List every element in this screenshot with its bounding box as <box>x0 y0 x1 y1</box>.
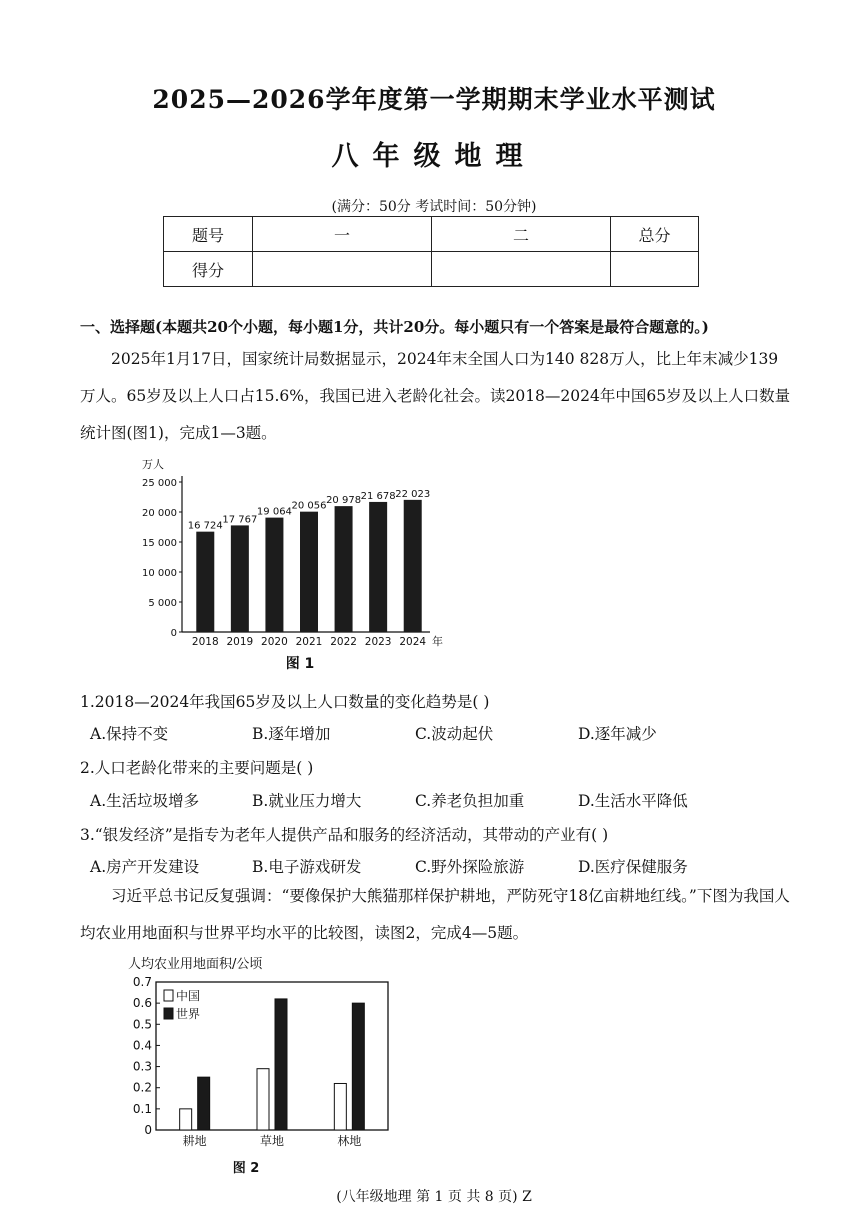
y-tick-label: 0.2 <box>132 1080 152 1095</box>
exam-meta: (满分：50分 考试时间：50分钟) <box>331 199 537 215</box>
bar <box>196 532 214 632</box>
x-tick-label: 草地 <box>259 1134 285 1148</box>
option-b[interactable]: B.电子游戏研发 <box>252 858 362 876</box>
legend-swatch <box>164 1008 173 1019</box>
legend-label: 世界 <box>176 1007 201 1021</box>
bar-china <box>180 1109 192 1130</box>
option-a[interactable]: A.生活垃圾增多 <box>90 792 200 810</box>
legend-label: 中国 <box>176 989 201 1003</box>
x-tick-label: 2022 <box>330 636 357 648</box>
x-tick-label: 2018 <box>191 636 219 648</box>
score-table-score-row <box>164 252 699 287</box>
bar <box>369 502 387 632</box>
score-cell: 一 <box>253 217 432 252</box>
section-heading: 一、选择题(本题共20个小题，每小题1分，共计20分。每小题只有一个答案是最符合题意的。) <box>80 318 709 336</box>
data-label: 19 064 <box>256 506 292 518</box>
y-tick-label: 0 <box>144 1123 152 1137</box>
x-tick-label: 2023 <box>364 636 392 648</box>
score-input-cell[interactable] <box>432 252 611 287</box>
figure-1-chart <box>130 452 460 674</box>
x-axis-label: 年 <box>432 635 443 648</box>
y-tick-label: 25 000 <box>142 478 177 489</box>
data-label: 22 023 <box>395 488 431 500</box>
option-c[interactable]: C.养老负担加重 <box>415 792 525 810</box>
bar <box>231 525 249 632</box>
option-d[interactable]: D.生活水平降低 <box>578 792 688 810</box>
bar-world <box>352 1003 364 1130</box>
option-a[interactable]: A.房产开发建设 <box>90 858 200 876</box>
score-cell: 得分 <box>164 252 253 287</box>
bar-world <box>198 1077 210 1130</box>
x-tick-label: 林地 <box>337 1134 362 1148</box>
y-tick-label: 0.3 <box>132 1059 152 1074</box>
data-label: 20 056 <box>291 500 327 512</box>
figure-caption: 图 1 <box>285 656 315 672</box>
data-label: 17 767 <box>222 514 258 526</box>
x-tick-label: 2024 <box>399 636 427 648</box>
data-label: 20 978 <box>326 495 362 507</box>
y-tick-label: 0.5 <box>132 1017 152 1032</box>
score-input-cell[interactable] <box>611 252 699 287</box>
bar-china <box>334 1083 346 1130</box>
option-c[interactable]: C.野外探险旅游 <box>415 858 525 876</box>
bar <box>335 506 353 632</box>
bar <box>300 512 318 632</box>
x-tick-label: 2021 <box>295 636 323 648</box>
score-table <box>163 216 699 287</box>
y-axis-label: 万人 <box>142 458 164 471</box>
option-b[interactable]: B.逐年增加 <box>252 725 331 743</box>
bar <box>265 518 283 632</box>
figure-caption: 图 2 <box>232 1161 260 1176</box>
score-cell: 总分 <box>611 217 699 252</box>
question-3-stem: 3.“银发经济”是指专为老年人提供产品和服务的经济活动，其带动的产业有( ) <box>80 826 609 844</box>
y-tick-label: 0.7 <box>132 975 152 989</box>
data-label: 21 678 <box>360 490 396 502</box>
page-footer: (八年级地理 第 1 页 共 8 页) Z <box>336 1189 532 1205</box>
score-input-cell[interactable] <box>253 252 432 287</box>
y-tick-label: 0 <box>170 628 177 639</box>
score-cell: 二 <box>432 217 611 252</box>
score-table-header-row <box>164 217 699 252</box>
option-d[interactable]: D.逐年减少 <box>578 725 657 743</box>
data-label: 16 724 <box>187 520 223 532</box>
bar-china <box>257 1069 269 1130</box>
y-tick-label: 0.6 <box>132 996 152 1011</box>
figure-2-chart <box>118 952 408 1178</box>
question-1-stem: 1.2018—2024年我国65岁及以上人口数量的变化趋势是( ) <box>80 693 490 711</box>
exam-title: 2025—2026学年度第一学期期末学业水平测试 <box>152 85 716 114</box>
passage-1: 2025年1月17日，国家统计局数据显示，2024年末全国人口为140 828万人，比上年末减少139万人。65岁及以上人口占15.6%，我国已进入老龄化社会。读2018—2024年中国65岁及以上人口数量统计图(图1)，完成1—3题。 <box>80 350 791 442</box>
x-tick-label: 2019 <box>226 636 254 648</box>
option-c[interactable]: C.波动起伏 <box>415 725 494 743</box>
y-axis-label: 人均农业用地面积/公顷 <box>128 957 263 972</box>
legend-swatch <box>164 990 173 1001</box>
score-cell: 题号 <box>164 217 253 252</box>
x-tick-label: 2020 <box>261 636 288 648</box>
subject-title: 八年级地理 <box>331 141 537 172</box>
y-tick-label: 15 000 <box>142 538 177 549</box>
y-tick-label: 0.4 <box>132 1038 152 1053</box>
passage-2: 习近平总书记反复强调：“要像保护大熊猫那样保护耕地，严防死守18亿亩耕地红线。”下图为我国人均农业用地面积与世界平均水平的比较图，读图2，完成4—5题。 <box>80 887 790 942</box>
bar <box>404 500 422 632</box>
bar-world <box>275 999 287 1130</box>
y-tick-label: 20 000 <box>142 508 177 519</box>
x-tick-label: 耕地 <box>182 1134 207 1148</box>
option-a[interactable]: A.保持不变 <box>90 725 169 743</box>
y-tick-label: 5 000 <box>148 598 177 609</box>
question-2-stem: 2.人口老龄化带来的主要问题是( ) <box>80 759 314 777</box>
option-b[interactable]: B.就业压力增大 <box>252 792 362 810</box>
y-tick-label: 0.1 <box>132 1101 152 1116</box>
option-d[interactable]: D.医疗保健服务 <box>578 858 688 876</box>
y-tick-label: 10 000 <box>142 568 177 579</box>
